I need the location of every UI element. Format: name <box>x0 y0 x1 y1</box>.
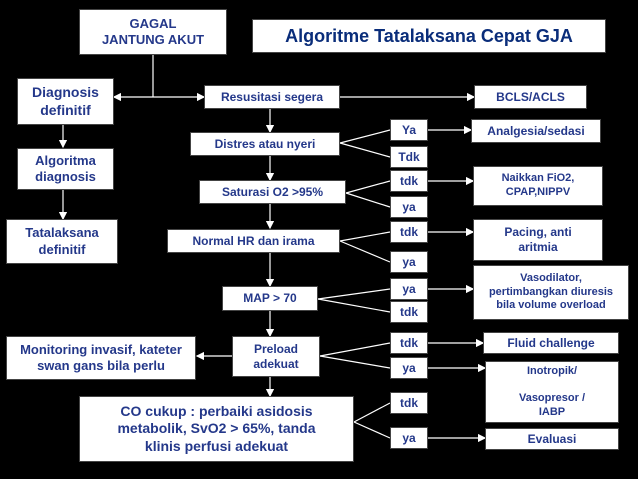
normal-hr-dan-irama-box: Normal HR dan irama <box>167 229 340 253</box>
monitoring-invasif-box: Monitoring invasif, kateter swan gans bila perlu <box>6 336 196 380</box>
co-cukup-box: CO cukup : perbaiki asidosis metabolik, SvO2 > 65%, tanda klinis perfusi adekuat <box>79 396 354 462</box>
page-title: Algoritme Tatalaksana Cepat GJA <box>252 19 606 53</box>
answer-tdk: tdk <box>390 221 428 243</box>
answer-ya: ya <box>390 196 428 218</box>
algoritma-diagnosis-box: Algoritma diagnosis <box>17 148 114 190</box>
start-node-gagal-jantung-akut: GAGAL JANTUNG AKUT <box>79 9 227 55</box>
pacing-anti-aritmia-box: Pacing, anti aritmia <box>473 219 603 261</box>
distres-atau-nyeri-box: Distres atau nyeri <box>190 132 340 156</box>
answer-tdk: tdk <box>390 332 428 354</box>
answer-ya: ya <box>390 251 428 273</box>
analgesia-sedasi-box: Analgesia/sedasi <box>471 119 601 143</box>
answer-ya: ya <box>390 427 428 449</box>
evaluasi-box: Evaluasi <box>485 428 619 450</box>
answer-tdk: tdk <box>390 392 428 414</box>
answer-tdk: tdk <box>390 301 428 323</box>
naikkan-fio2-box: Naikkan FiO2, CPAP,NIPPV <box>473 166 603 206</box>
bcls-acls-box: BCLS/ACLS <box>474 85 587 109</box>
answer-ya: ya <box>390 357 428 379</box>
saturasi-o2-box: Saturasi O2 >95% <box>199 180 346 204</box>
diagnosis-definitif-box: Diagnosis definitif <box>17 78 114 125</box>
fluid-challenge-box: Fluid challenge <box>483 332 619 354</box>
answer-tdk: Tdk <box>390 146 428 168</box>
answer-tdk: tdk <box>390 170 428 192</box>
vasodilator-box: Vasodilator, pertimbangkan diuresis bila volume overload <box>473 265 629 320</box>
map-box: MAP > 70 <box>222 286 318 311</box>
answer-ya: ya <box>390 278 428 300</box>
answer-ya: Ya <box>390 119 428 141</box>
tatalaksana-definitif-box: Tatalaksana definitif <box>6 219 118 264</box>
resusitasi-segera-box: Resusitasi segera <box>204 85 340 109</box>
preload-adekuat-box: Preload adekuat <box>232 336 320 377</box>
inotropik-vasopresor-box: Inotropik/ Vasopresor / IABP <box>485 361 619 423</box>
